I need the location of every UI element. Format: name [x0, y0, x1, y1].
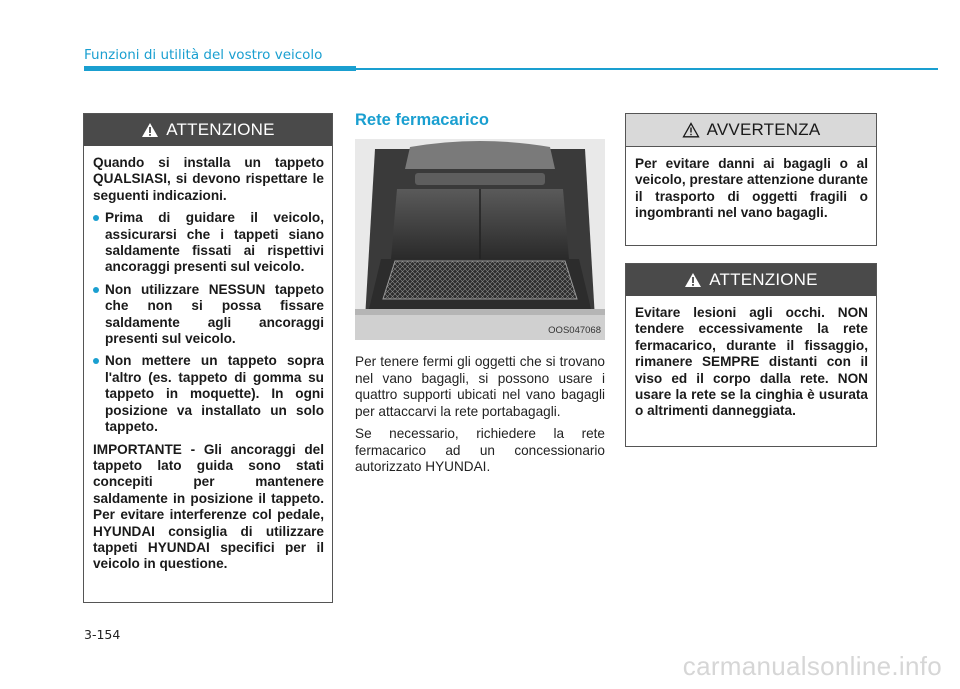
attenzione-heading: ATTENZIONE	[166, 120, 275, 139]
avvertenza-header	[626, 114, 876, 147]
header-rule-thick	[84, 66, 356, 71]
image-code: OOS047068	[548, 325, 601, 336]
warning-triangle-icon	[684, 272, 702, 288]
bullet-item: Non mettere un tappeto sopra l'altro (es. tappeto di gomma su tappeto in moquette). In ogni posizione va installato un solo tappeto.	[93, 353, 324, 435]
paragraph: Se necessario, richiedere la rete fermacarico ad un concessionario autorizzato HYUNDAI.	[355, 426, 605, 474]
rete-description	[355, 354, 605, 482]
page-number: 3-154	[84, 627, 121, 642]
warning-triangle-icon	[682, 122, 700, 138]
bullet-item: Prima di guidare il veicolo, assicurarsi che i tappeti siano saldamente fissati ai rispettivi ancoraggi presenti sul veicolo.	[93, 210, 324, 276]
section-title: Funzioni di utilità del vostro veicolo	[84, 47, 323, 63]
important-note: IMPORTANTE - Gli ancoraggi del tappeto lato guida sono stati concepiti per mantenere saldamente in posizione il tappeto. Per evitare interferenze col pedale, HYUNDAI consiglia di utilizzare tappeti HYUNDAI specifici per il veicolo in questione.	[93, 441, 324, 572]
paragraph: Per tenere fermi gli oggetti che si trovano nel vano bagagli, si possono usare i quattro supporti ubicati nel vano bagagli per attaccarvi la rete portabagagli.	[355, 354, 605, 419]
avvertenza-text: Per evitare danni ai bagagli o al veicolo, prestare attenzione durante il trasporto di oggetti fragili o ingombranti nel vano bagagli.	[635, 156, 868, 221]
cargo-area-illustration	[355, 139, 605, 340]
cargo-net-photo	[355, 139, 605, 340]
attenzione-box-net	[625, 263, 877, 447]
bullet-item: Non utilizzare NESSUN tappeto che non si possa fissare saldamente agli ancoraggi presenti sul veicolo.	[93, 282, 324, 348]
rete-fermacarico-heading: Rete fermacarico	[355, 111, 489, 129]
watermark: carmanualsonline.info	[682, 651, 942, 681]
header-rule-thin	[356, 68, 938, 70]
warning-triangle-icon	[141, 122, 159, 138]
attenzione-net-text: Evitare lesioni agli occhi. NON tendere eccessivamente la rete fermacarico, durante il fissaggio, rimanere SEMPRE distanti con il viso ed il corpo dalla rete. NON usare la rete se la cinghia è usurata o altrimenti danneggiata.	[635, 305, 868, 419]
attenzione-heading: ATTENZIONE	[709, 270, 818, 289]
avvertenza-heading: AVVERTENZA	[706, 120, 821, 139]
attenzione-header	[626, 264, 876, 296]
attenzione-header	[84, 114, 332, 146]
avvertenza-box	[625, 113, 877, 246]
attenzione-box-carpets	[83, 113, 333, 603]
attenzione-bullet-list	[93, 210, 324, 435]
attenzione-intro: Quando si installa un tappeto QUALSIASI, si devono rispettare le seguenti indicazioni.	[93, 155, 324, 203]
